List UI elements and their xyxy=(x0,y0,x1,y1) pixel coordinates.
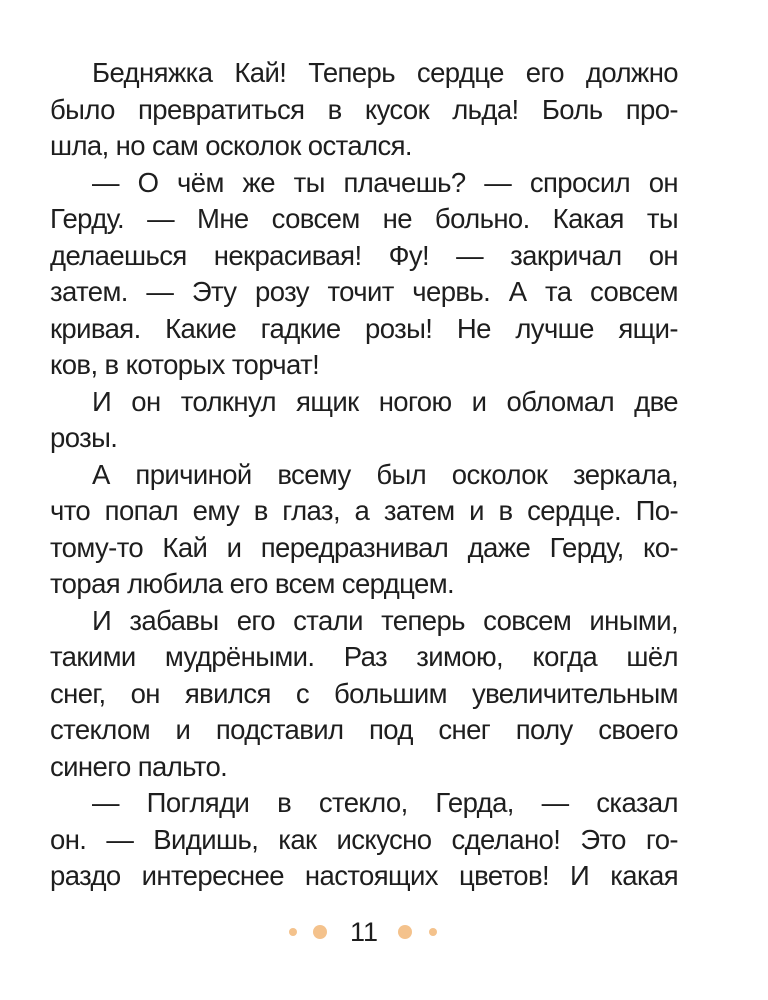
text-line: шла, но сам осколок остался. xyxy=(50,130,412,161)
text-line: Герду. — Мне совсем не больно. Какая ты xyxy=(50,203,678,234)
text-line: синего пальто. xyxy=(50,750,228,782)
text-line: снег, он явился с большим увеличительным xyxy=(50,677,678,709)
text-line: тому-то Кай и передразнивал даже Герду, ко- xyxy=(50,531,678,563)
page-footer xyxy=(0,912,768,952)
text-line: делаешься некрасивая! Фу! — закричал он xyxy=(50,239,678,271)
text-line: такими мудрёными. Раз зимою, когда шёл xyxy=(50,641,678,672)
decorative-dot-icon xyxy=(429,928,437,936)
decorative-dot-icon xyxy=(398,925,412,939)
story-text xyxy=(50,55,678,895)
text-line: И забавы его стали теперь совсем иными, xyxy=(92,604,678,636)
text-line: он. — Видишь, как искусно сделано! Это го- xyxy=(50,823,678,855)
text-line: А причиной всему был осколок зеркала, xyxy=(92,458,678,490)
text-line: затем. — Эту розу точит червь. А та совсем xyxy=(50,276,678,307)
decorative-dot-icon xyxy=(313,925,327,939)
text-line: стеклом и подставил под снег полу своего xyxy=(50,714,678,745)
text-line: Бедняжка Кай! Теперь сердце его должно xyxy=(92,57,678,88)
text-line: торая любила его всем сердцем. xyxy=(50,568,455,599)
text-line: — Погляди в стекло, Герда, — сказал xyxy=(92,787,678,818)
page-number: 11 xyxy=(349,917,379,947)
text-line: — О чём же ты плачешь? — спросил он xyxy=(92,166,678,198)
text-line: розы. xyxy=(50,422,118,453)
decorative-dot-icon xyxy=(289,928,297,936)
text-line: кривая. Какие гадкие розы! Не лучше ящи- xyxy=(50,312,678,344)
text-line: ков, в которых торчат! xyxy=(50,349,320,380)
text-line: И он толкнул ящик ногою и обломал две xyxy=(92,385,678,417)
text-line: раздо интереснее настоящих цветов! И какая xyxy=(50,860,678,891)
text-line: было превратиться в кусок льда! Боль про- xyxy=(50,93,678,125)
text-line: что попал ему в глаз, а затем и в сердце. По- xyxy=(50,495,678,526)
